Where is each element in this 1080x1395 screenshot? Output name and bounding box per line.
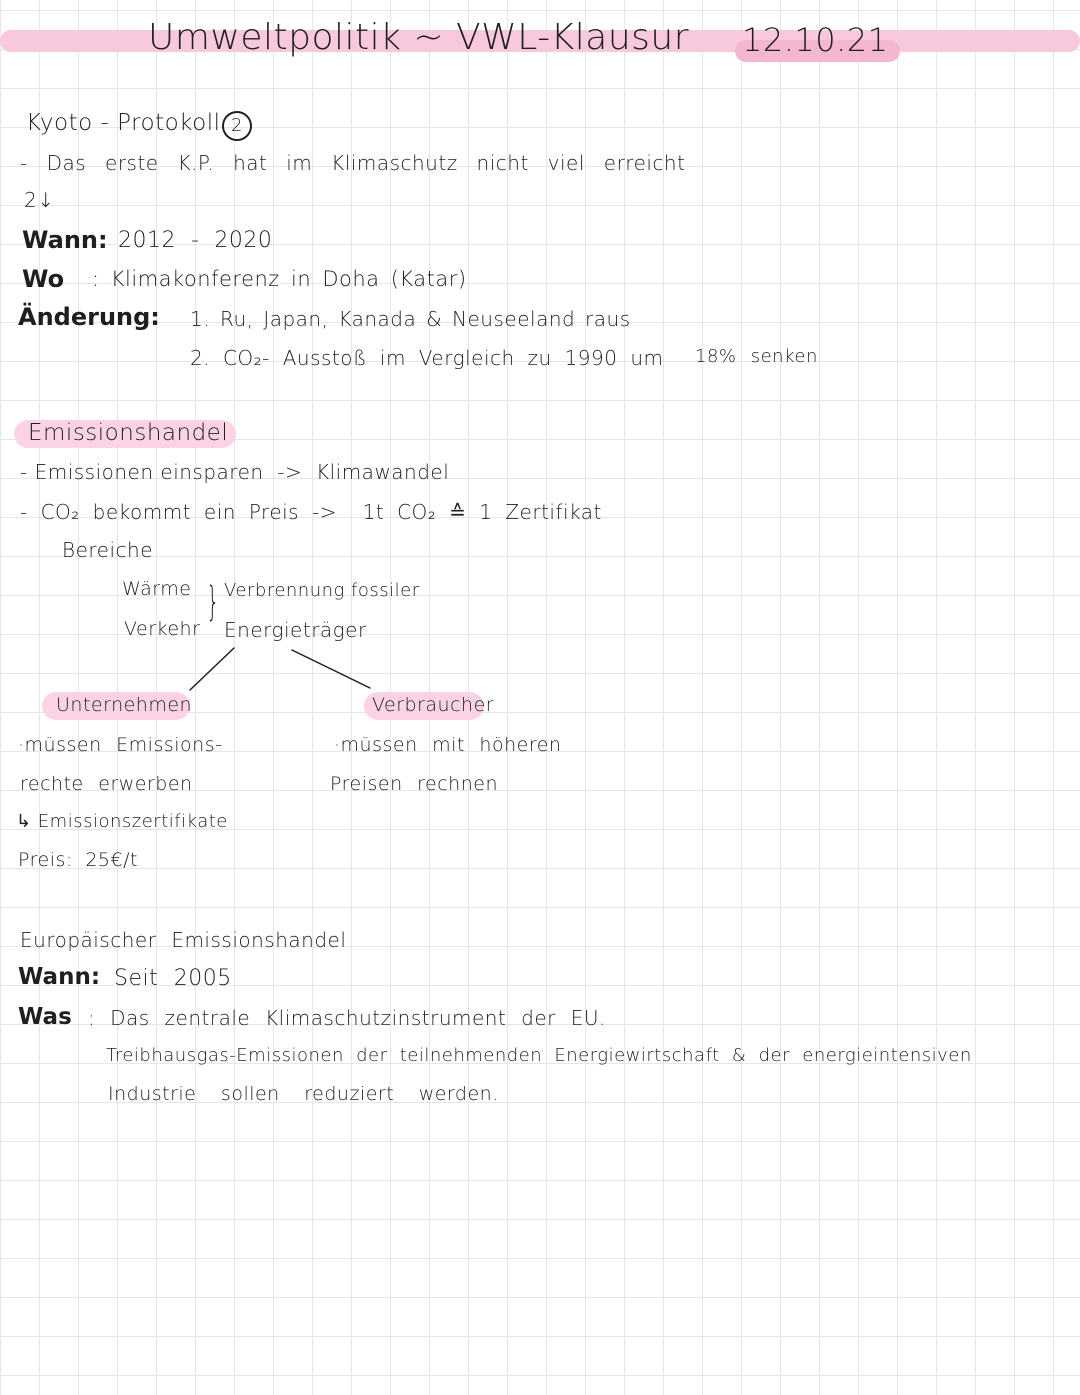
companies-line-2: rechte erwerben [20,773,193,795]
companies-line-1: ·müssen Emissions- [18,734,223,756]
source-line-1: Verbrennung fossiler [224,580,420,601]
eu-when-label: Wann: [18,964,101,990]
eu-what-1: : Das zentrale Klimaschutzinstrument der EU. [88,1006,606,1030]
source-line-2: Energieträger [224,618,367,642]
consumers-heading: Verbraucher [372,694,495,716]
eu-heading: Europäischer Emissionshandel [20,928,347,952]
kyoto-line-1: - Das erste K.P. hat im Klimaschutz nicht viel erreicht [20,151,686,175]
eu-what-2: Treibhausgas-Emissionen der teilnehmenden Energiewirtschaft & der energieintensiven [106,1045,972,1066]
brace-symbol: } [206,579,220,625]
kyoto-marker: 2↓ [24,188,55,212]
eu-when-value: Seit 2005 [114,966,232,991]
kyoto-when-value: 2012 - 2020 [118,228,273,253]
kyoto-change-label: Änderung: [18,303,160,331]
kyoto-change-1: 1. Ru, Japan, Kanada & Neuseeland raus [190,307,631,331]
areas-label: Bereiche [62,538,154,562]
kyoto-heading-mark: 2 [222,111,252,141]
area-heat: Wärme [122,578,192,600]
kyoto-change-2: 2. CO₂- Ausstoß im Vergleich zu 1990 um [190,346,664,370]
emission-heading: Emissionshandel [28,420,229,446]
kyoto-heading: Kyoto - Protokoll [26,110,221,136]
consumers-line-2: Preisen rechnen [330,773,499,795]
emission-line-2: - CO₂ bekommt ein Preis -> 1t CO₂ ≙ 1 Zertifikat [20,500,602,524]
area-traffic: Verkehr [124,618,201,640]
page-date: 12.10.21 [742,21,889,59]
kyoto-where-value: : Klimakonferenz in Doha (Katar) [92,267,467,291]
consumers-line-1: ·müssen mit höheren [334,734,562,756]
kyoto-change-2-end: 18% senken [695,346,818,367]
kyoto-where-label: Wo [22,265,65,293]
emission-line-1: - Emissionen einsparen -> Klimawandel [20,460,450,484]
companies-line-4: Preis: 25€/t [18,849,138,871]
companies-heading: Unternehmen [56,694,193,716]
kyoto-when-label: Wann: [22,226,108,254]
page-title: Umweltpolitik ~ VWL-Klausur [148,17,690,58]
companies-line-3: ↳ Emissionszertifikate [16,811,228,832]
eu-what-label: Was [18,1004,72,1030]
eu-what-3: Industrie sollen reduziert werden. [108,1083,499,1105]
